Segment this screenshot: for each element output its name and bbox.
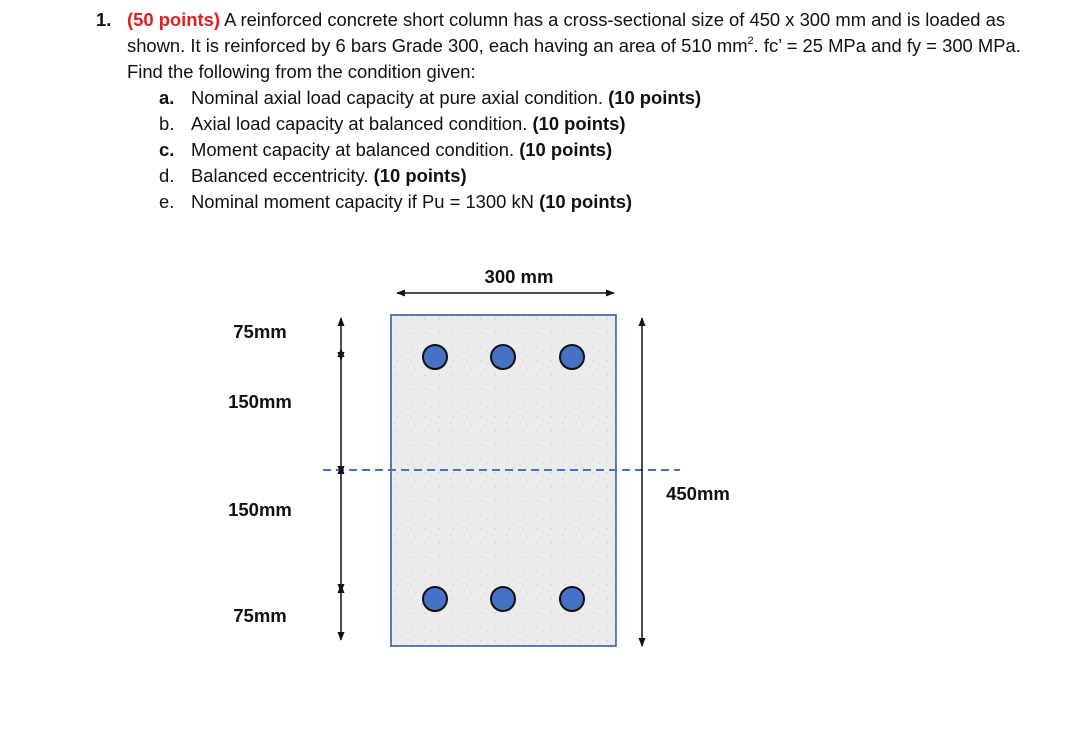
sub-question-points: (10 points) xyxy=(608,87,702,108)
sub-question-points: (10 points) xyxy=(539,191,633,212)
rebar-circle xyxy=(423,587,447,611)
sub-question-letter: c. xyxy=(159,139,175,160)
segment-label-lower-mid: 150mm xyxy=(228,499,292,520)
problem-number: 1. xyxy=(96,9,112,30)
sub-question-letter: b. xyxy=(159,113,175,134)
sub-question-text: Balanced eccentricity. xyxy=(191,165,369,186)
sub-question-points: (10 points) xyxy=(532,113,626,134)
segment-label-upper-mid: 150mm xyxy=(228,391,292,412)
sub-question-letter: a. xyxy=(159,87,175,108)
segment-label-bottom: 75mm xyxy=(233,605,287,626)
rebar-circle xyxy=(560,587,584,611)
problem-points: (50 points) xyxy=(127,9,220,30)
sub-question-text: Nominal axial load capacity at pure axial condition. xyxy=(191,87,603,108)
rebar-circle xyxy=(423,345,447,369)
sub-question-letter: e. xyxy=(159,191,175,212)
statement-pre: A reinforced concrete short column has a cross-sectional size of 450 x 300 mm and is loaded as shown. It is reinforced by 6 bars Grade 300, each having an area of 510 mm xyxy=(127,9,1006,56)
sub-question-points: (10 points) xyxy=(373,165,467,186)
rebar-circle xyxy=(491,587,515,611)
statement-post: . fc’ = 25 MPa and fy = 300 MPa. Find the following from the condition given: xyxy=(127,35,1021,82)
sub-question-text: Moment capacity at balanced condition. xyxy=(191,139,515,160)
rebar-circle xyxy=(491,345,515,369)
sub-question-text: Nominal moment capacity if Pu = 1300 kN xyxy=(191,191,534,212)
rebar-circle xyxy=(560,345,584,369)
height-label: 450mm xyxy=(666,483,730,504)
statement-sup: 2 xyxy=(747,34,754,47)
width-label: 300 mm xyxy=(484,266,554,287)
sub-question-points: (10 points) xyxy=(519,139,613,160)
segment-label-top: 75mm xyxy=(233,321,287,342)
sub-question-letter: d. xyxy=(159,165,175,186)
sub-question-text: Axial load capacity at balanced condition. xyxy=(191,113,528,134)
